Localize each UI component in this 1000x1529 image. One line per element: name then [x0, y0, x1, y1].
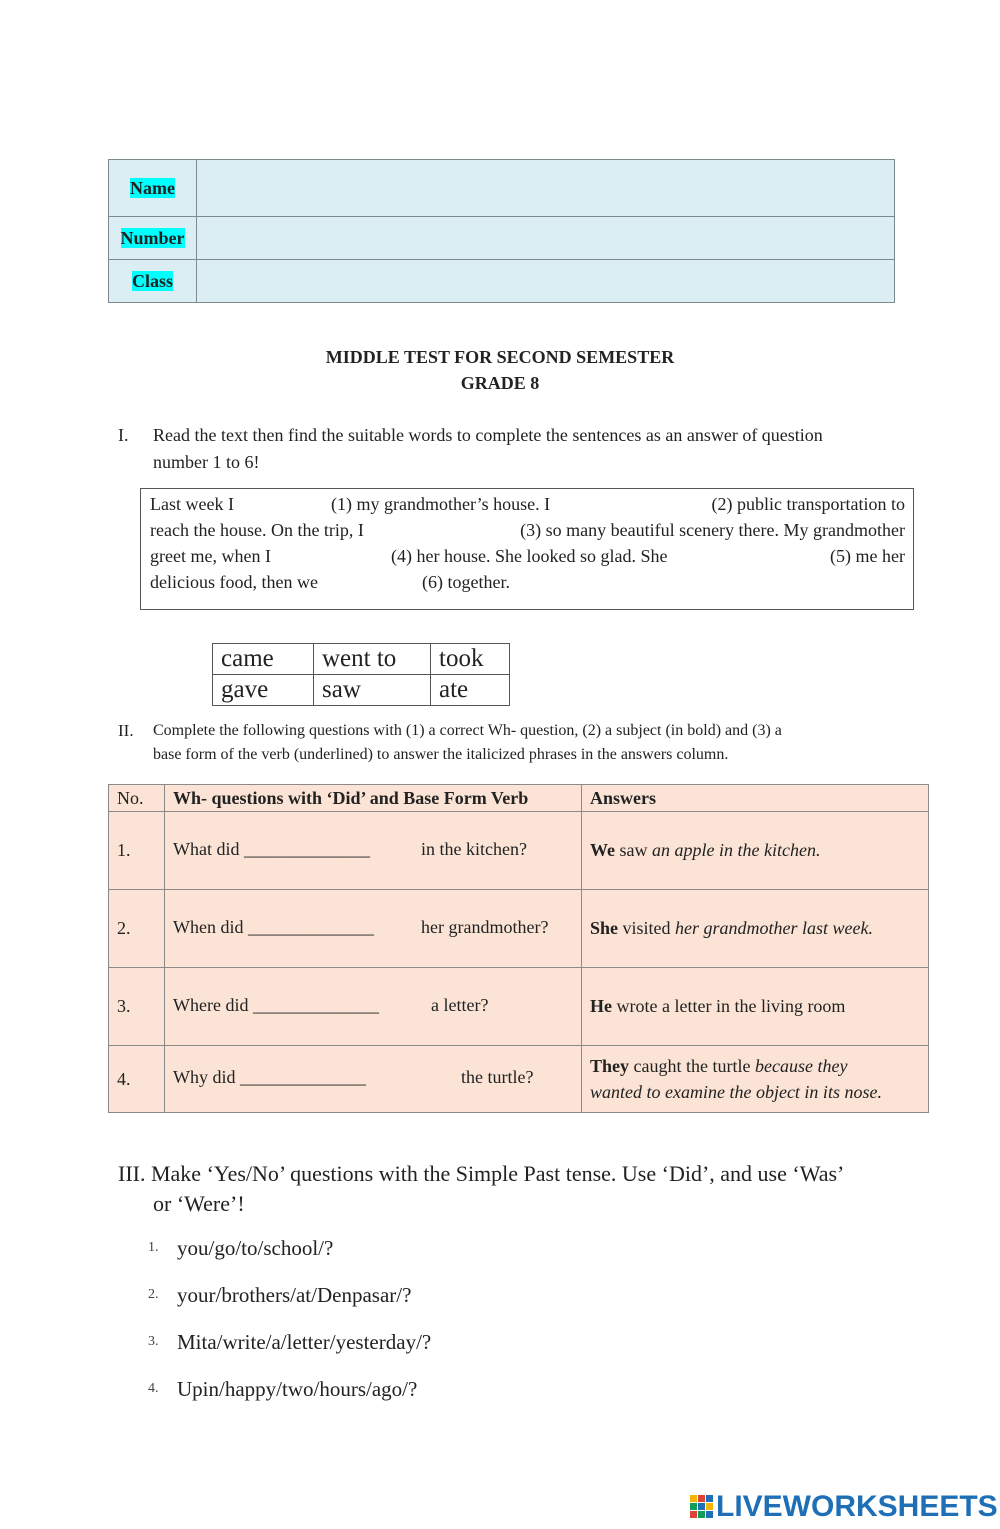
logo-square: [690, 1495, 697, 1502]
class-label-cell: [109, 260, 197, 303]
passage-text: (4) her house. She looked so glad. She: [391, 546, 668, 566]
question-cell[interactable]: [165, 890, 582, 968]
answer-verb: wrote a letter in the living room: [612, 996, 846, 1016]
section1-number: I.: [118, 425, 129, 445]
question-end: her grandmother?: [421, 916, 549, 937]
row-number: 2.: [109, 890, 165, 968]
question-end: in the kitchen?: [421, 838, 527, 859]
number-label: Number: [120, 227, 185, 248]
grade-title: GRADE 8: [460, 373, 540, 393]
header-answers: Answers: [582, 785, 929, 812]
wh-questions-table: [108, 784, 929, 1113]
answer-cell: [582, 812, 929, 890]
name-field[interactable]: [197, 160, 895, 217]
reading-passage: [140, 488, 914, 610]
word-bank-item: took: [431, 644, 510, 675]
logo-square: [698, 1511, 705, 1518]
passage-text: greet me, when I: [150, 546, 271, 566]
section3-instruction-l2: or ‘Were’!: [153, 1191, 245, 1216]
answer-verb: caught the turtle: [629, 1056, 755, 1076]
logo-square: [706, 1511, 713, 1518]
passage-text: reach the house. On the trip, I: [150, 520, 364, 540]
list-item-text: your/brothers/at/Denpasar/?: [177, 1283, 412, 1307]
row-number: 4.: [109, 1046, 165, 1113]
list-item-number: 4.: [148, 1381, 159, 1396]
list-item: [148, 1332, 159, 1350]
answer-italic: because they: [754, 1056, 848, 1076]
section3-number: III.: [118, 1161, 146, 1186]
liveworksheets-logo: [690, 1492, 998, 1522]
class-field[interactable]: [197, 260, 895, 303]
name-label-cell: [109, 160, 197, 217]
answer-cell: [582, 968, 929, 1046]
logo-square: [698, 1495, 705, 1502]
passage-text: (3) so many beautiful scenery there. My grandmother: [520, 520, 905, 540]
question-cell[interactable]: [165, 968, 582, 1046]
question-start: Why did ______________: [173, 1067, 366, 1087]
logo-square: [698, 1503, 705, 1510]
word-bank-item: gave: [213, 675, 314, 706]
student-info-table: [108, 159, 895, 303]
list-item-text: Upin/happy/two/hours/ago/?: [177, 1377, 418, 1401]
answer-cell: [582, 1046, 929, 1113]
question-end: a letter?: [431, 994, 489, 1015]
section3-instruction-text: Make ‘Yes/No’ questions with the Simple Past tense. Use ‘Did’, and use ‘Was’: [150, 1161, 845, 1186]
word-bank-item: came: [213, 644, 314, 675]
list-item-number: 1.: [148, 1240, 159, 1255]
logo-square: [706, 1503, 713, 1510]
passage-text: delicious food, then we: [150, 572, 318, 592]
answer-subject: We: [590, 840, 615, 860]
question-end: the turtle?: [461, 1067, 534, 1087]
question-start: When did ______________: [173, 916, 374, 937]
word-bank-item: saw: [314, 675, 431, 706]
logo-square: [690, 1511, 697, 1518]
passage-text: (1) my grandmother’s house. I: [331, 494, 551, 514]
section2-number: II.: [118, 721, 134, 740]
answer-italic: her grandmother last week.: [675, 918, 873, 938]
section3-instruction-l1: [118, 1159, 844, 1189]
list-item: [148, 1379, 159, 1397]
list-item-number: 2.: [148, 1287, 159, 1302]
number-field[interactable]: [197, 217, 895, 260]
answer-subject: They: [590, 1056, 630, 1076]
answer-italic: wanted to examine the object in its nose.: [590, 1082, 882, 1102]
passage-text: (5) me her: [830, 546, 905, 566]
row-number: 1.: [109, 812, 165, 890]
question-cell[interactable]: [165, 1046, 582, 1113]
passage-text: (6) together.: [422, 572, 510, 592]
list-item-text: you/go/to/school/?: [177, 1236, 334, 1260]
question-start: What did ______________: [173, 838, 370, 859]
section2-instruction-l2: base form of the verb (underlined) to answer the italicized phrases in the answers column.: [153, 746, 729, 763]
class-label: Class: [131, 270, 173, 291]
section1-instruction-l2: number 1 to 6!: [153, 452, 260, 472]
list-item-number: 3.: [148, 1334, 159, 1349]
question-cell[interactable]: [165, 812, 582, 890]
list-item-text: Mita/write/a/letter/yesterday/?: [177, 1330, 432, 1354]
header-no: No.: [109, 785, 165, 812]
list-item: [148, 1238, 159, 1256]
test-title: MIDDLE TEST FOR SECOND SEMESTER: [325, 347, 675, 367]
logo-grid-icon: [690, 1495, 714, 1519]
answer-italic: an apple in the kitchen.: [652, 840, 821, 860]
section1-instruction-l1: Read the text then find the suitable words to complete the sentences as an answer of question: [153, 425, 823, 445]
row-number: 3.: [109, 968, 165, 1046]
word-bank: [212, 643, 510, 706]
passage-text: (2) public transportation to: [711, 494, 905, 514]
answer-subject: She: [590, 918, 619, 938]
question-start: Where did ______________: [173, 994, 379, 1015]
name-label: Name: [130, 177, 175, 198]
word-bank-item: ate: [431, 675, 510, 706]
logo-square: [690, 1503, 697, 1510]
answer-cell: [582, 890, 929, 968]
logo-square: [706, 1495, 713, 1502]
header-wh-questions: Wh- questions with ‘Did’ and Base Form Verb: [165, 785, 582, 812]
section2-instruction-l1: Complete the following questions with (1) a correct Wh- question, (2) a subject (in bold) and (3) a: [153, 722, 782, 739]
word-bank-item: went to: [314, 644, 431, 675]
number-label-cell: [109, 217, 197, 260]
answer-verb: saw: [615, 840, 652, 860]
answer-verb: visited: [618, 918, 676, 938]
list-item: [148, 1285, 159, 1303]
logo-text: LIVEWORKSHEETS: [716, 1490, 998, 1523]
passage-text: Last week I: [150, 494, 234, 514]
answer-subject: He: [590, 996, 612, 1016]
